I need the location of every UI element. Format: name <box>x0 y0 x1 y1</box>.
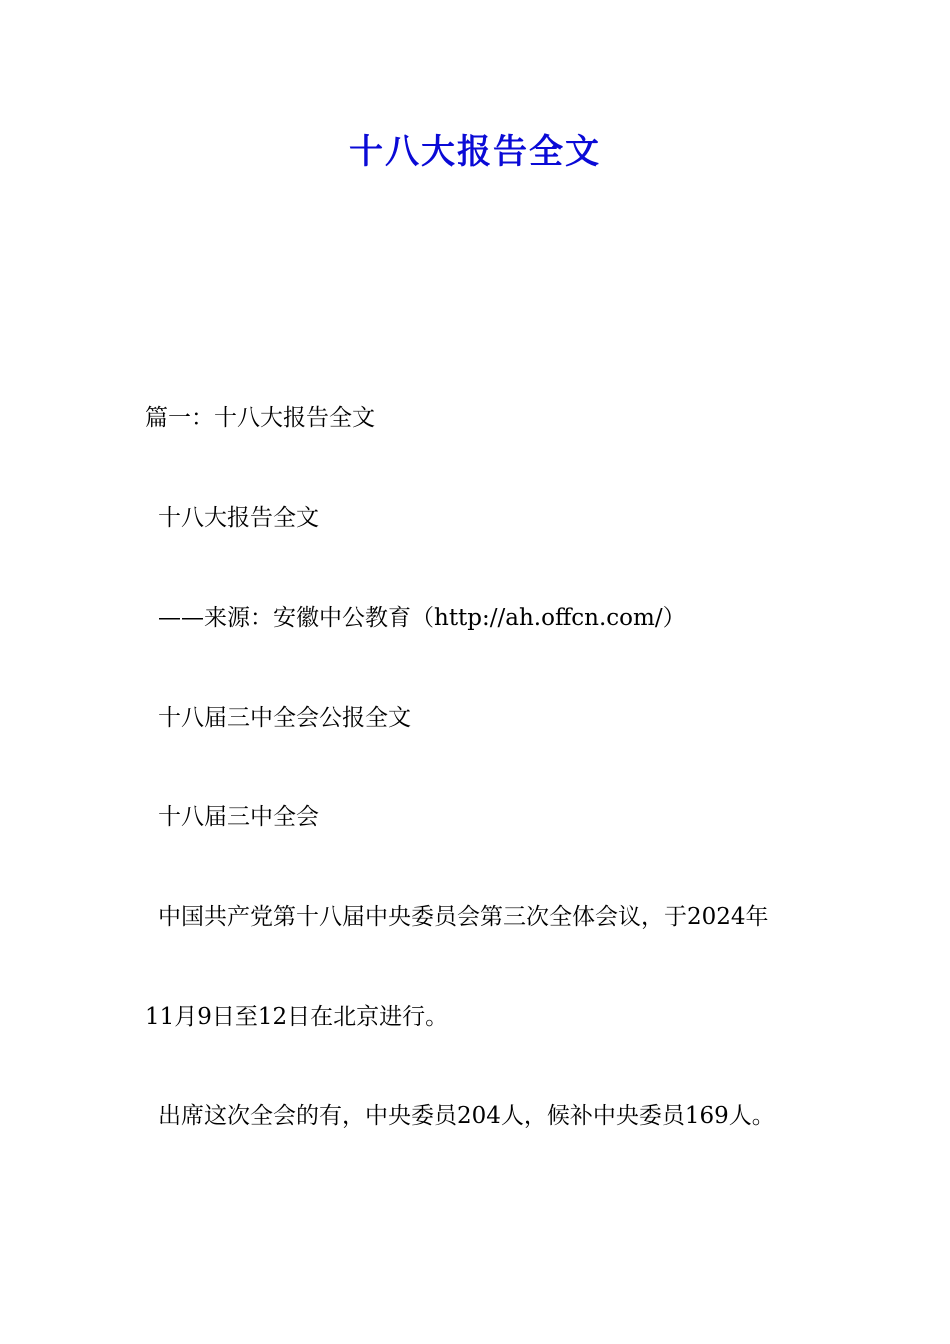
section-heading: 篇一：十八大报告全文 <box>145 405 375 431</box>
paragraph: 中国共产党第十八届中央委员会第三次全体会议，于2024年 <box>158 904 769 930</box>
paragraph: 十八届三中全会 <box>158 804 319 830</box>
paragraph: 11月9日至12日在北京进行。 <box>145 1004 449 1030</box>
subheading: 十八大报告全文 <box>158 505 319 531</box>
paragraph: 出席这次全会的有，中央委员204人，候补中央委员169人。 <box>158 1103 775 1129</box>
source-line: ——来源：安徽中公教育（http://ah.offcn.com/） <box>158 605 686 631</box>
paragraph: 十八届三中全会公报全文 <box>158 705 411 731</box>
document-title: 十八大报告全文 <box>349 132 601 172</box>
